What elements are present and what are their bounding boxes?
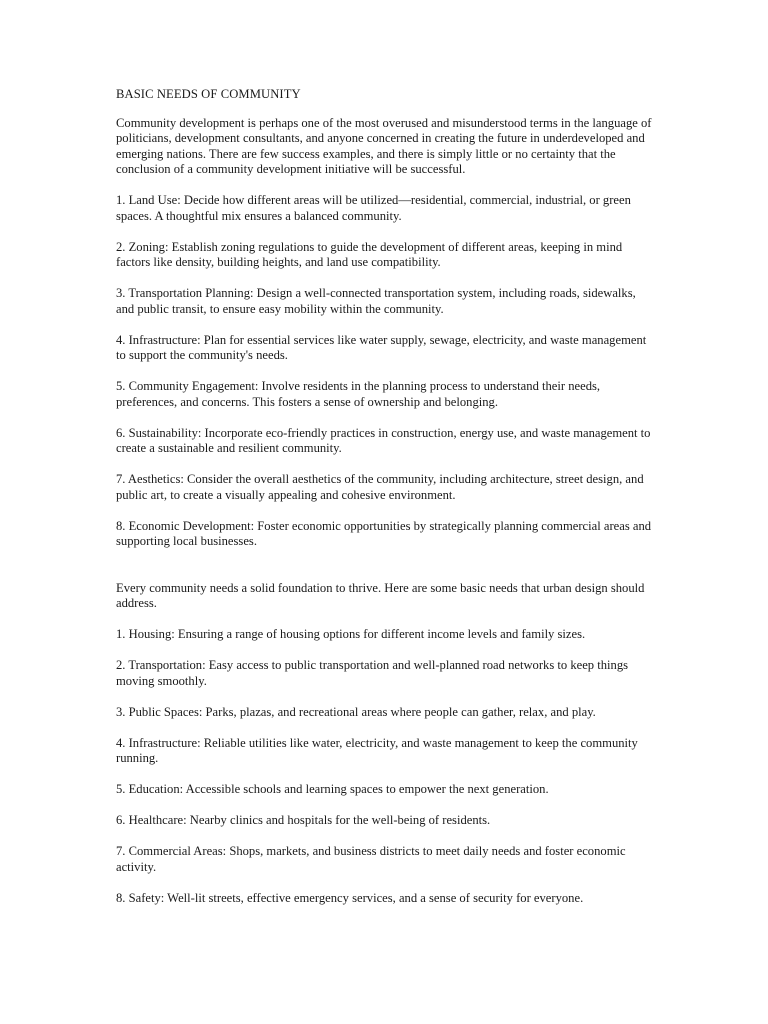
need-item-healthcare: 6. Healthcare: Nearby clinics and hospitals for the well-being of residents. xyxy=(116,813,491,827)
need-item-education: 5. Education: Accessible schools and learning spaces to empower the next generation. xyxy=(116,782,549,796)
planning-list xyxy=(116,193,656,550)
planning-item-aesthetics: 7. Aesthetics: Consider the overall aesthetics of the community, including architecture, street design, and public art, to create a visually appealing and cohesive environment. xyxy=(116,472,644,502)
planning-item-infrastructure: 4. Infrastructure: Plan for essential services like water supply, sewage, electricity, and waste management to support the community's needs. xyxy=(116,332,647,362)
need-item-safety: 8. Safety: Well-lit streets, effective emergency services, and a sense of security for everyone. xyxy=(116,890,584,905)
planning-item-zoning: 2. Zoning: Establish zoning regulations to guide the development of different areas, keeping in mind factors like density, building heights, and land use compatibility. xyxy=(116,239,623,269)
needs-list xyxy=(116,627,656,906)
planning-item-transportation: 3. Transportation Planning: Design a well-connected transportation system, including roads, sidewalks, and public transit, to ensure easy mobility within the community. xyxy=(116,286,636,316)
section-spacer xyxy=(116,565,656,581)
document-page xyxy=(116,87,656,922)
need-item-commercial-areas: 7. Commercial Areas: Shops, markets, and business districts to meet daily needs and foster economic activity. xyxy=(116,844,626,874)
planning-item-land-use: 1. Land Use: Decide how different areas will be utilized—residential, commercial, industrial, or green spaces. A thoughtful mix ensures a balanced community. xyxy=(116,193,631,223)
need-item-infrastructure: 4. Infrastructure: Reliable utilities like water, electricity, and waste management to keep the community running. xyxy=(116,735,638,765)
intro-paragraph: Community development is perhaps one of the most overused and misunderstood terms in the language of politicians, development consultants, and anyone concerned in creating the future in underdeveloped and emerging nations. There are few success examples, and there is simply little or no certainty that the conclusion of a community development initiative will be successful. xyxy=(116,115,652,176)
document-title: BASIC NEEDS OF COMMUNITY xyxy=(116,87,301,101)
need-item-public-spaces: 3. Public Spaces: Parks, plazas, and recreational areas where people can gather, relax, and play. xyxy=(116,704,596,719)
planning-item-economic-development: 8. Economic Development: Foster economic opportunities by strategically planning commercial areas and supporting local businesses. xyxy=(116,518,652,548)
need-item-transportation: 2. Transportation: Easy access to public transportation and well-planned road networks to keep things moving smoothly. xyxy=(116,658,629,688)
planning-item-community-engagement: 5. Community Engagement: Involve residents in the planning process to understand their needs, preferences, and concerns. This fosters a sense of ownership and belonging. xyxy=(116,379,601,409)
needs-intro-paragraph: Every community needs a solid foundation to thrive. Here are some basic needs that urban design should address. xyxy=(116,580,645,610)
planning-item-sustainability: 6. Sustainability: Incorporate eco-friendly practices in construction, energy use, and waste management to create a sustainable and resilient community. xyxy=(116,425,651,455)
need-item-housing: 1. Housing: Ensuring a range of housing options for different income levels and family sizes. xyxy=(116,627,586,641)
